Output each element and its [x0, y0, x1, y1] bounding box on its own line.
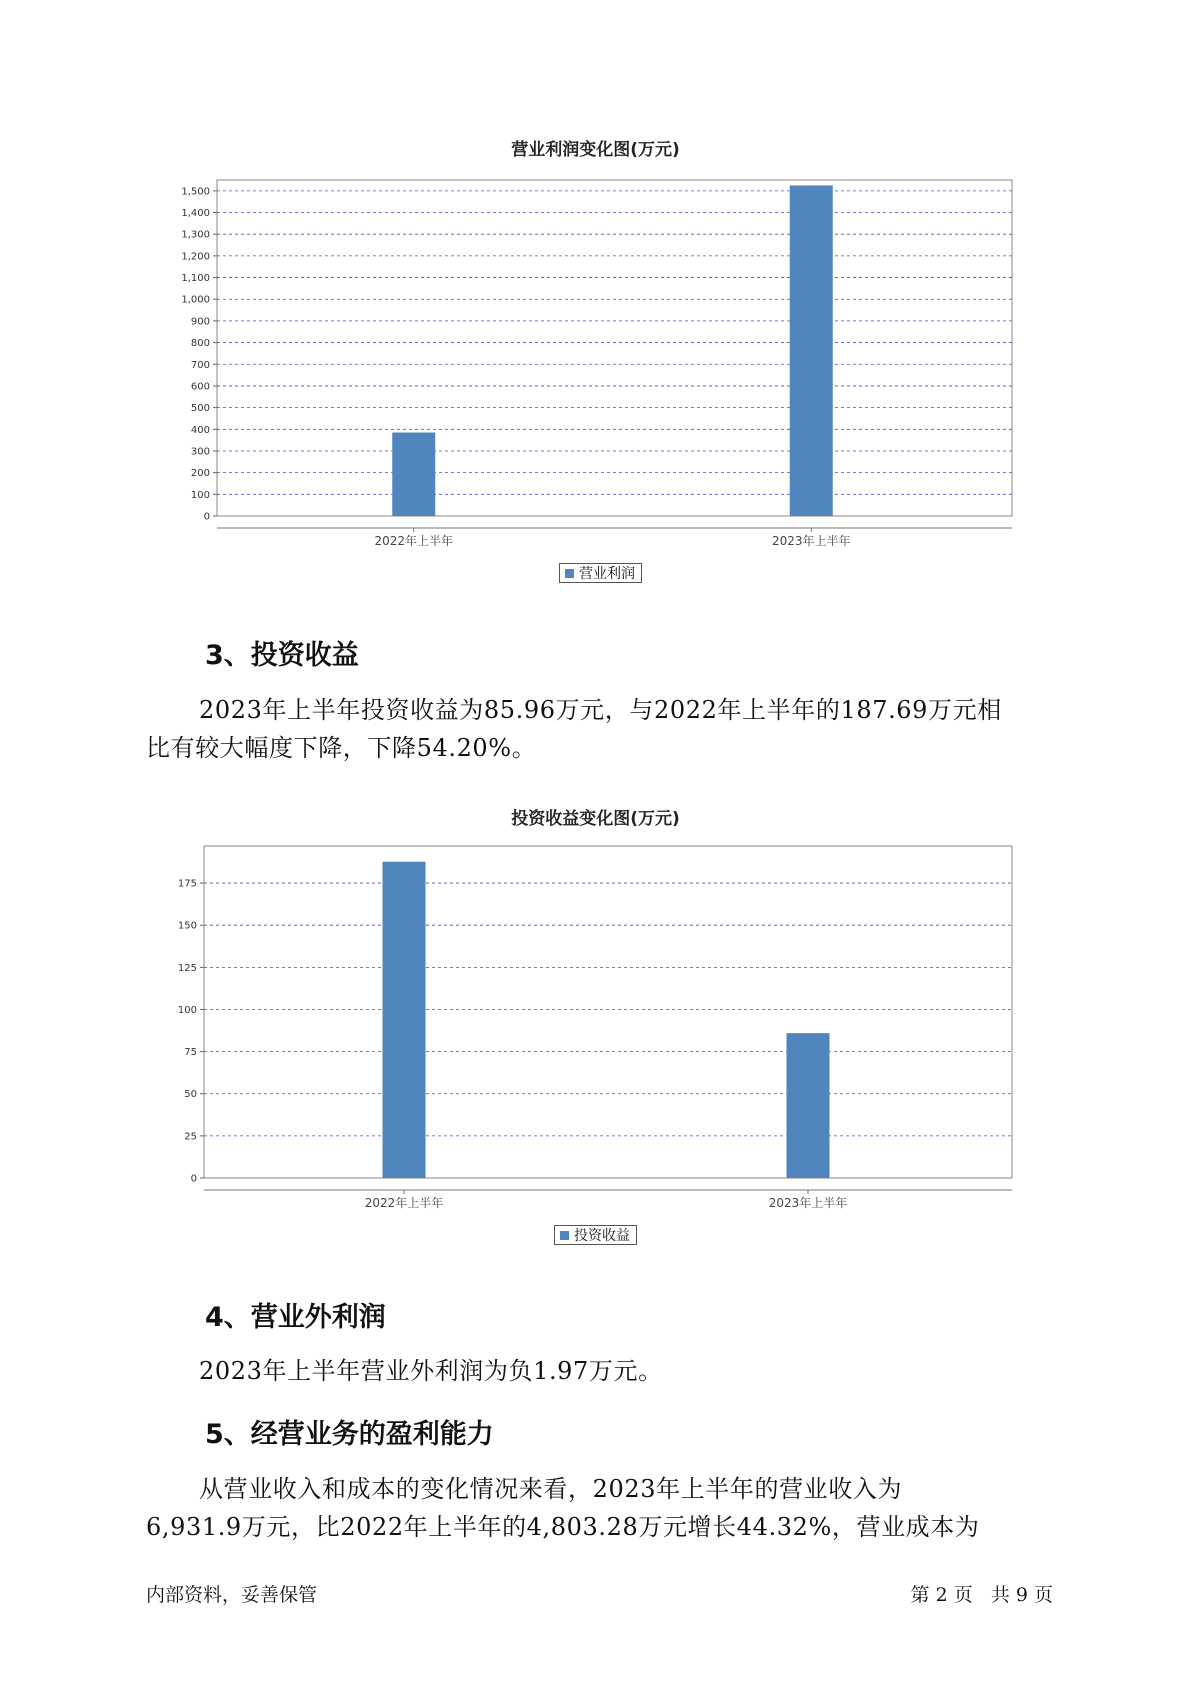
chart1-ytick-label: 1,300 — [181, 229, 210, 241]
legend-swatch-icon — [560, 1231, 569, 1240]
chart1-ytick-label: 100 — [190, 489, 210, 501]
chart1-ytick-label: 500 — [190, 403, 210, 415]
section5-line-1: 从营业收入和成本的变化情况来看，2023年上半年的营业收入为 — [199, 1475, 903, 1503]
chart1-legend-label: 营业利润 — [579, 566, 635, 582]
chart2-plot-frame — [204, 846, 1012, 1178]
section3-line-1: 2023年上半年投资收益为85.96万元，与2022年上半年的187.69万元相 — [199, 696, 1002, 724]
chart1-ytick-label: 1,100 — [181, 273, 210, 285]
chart2-ytick-label: 50 — [184, 1089, 197, 1101]
footer-page-number: 第 2 页 共 9 页 — [910, 1584, 1053, 1606]
chart2-ytick-label: 175 — [177, 878, 197, 890]
chart2-category-label: 2023年上半年 — [768, 1196, 848, 1210]
chart2-legend-label: 投资收益 — [574, 1228, 630, 1244]
chart2-ytick-label: 100 — [177, 1004, 197, 1016]
chart2-ytick-label: 125 — [177, 962, 197, 974]
section4-heading: 4、营业外利润 — [205, 1302, 386, 1333]
section4-line-1: 2023年上半年营业外利润为负1.97万元。 — [199, 1357, 663, 1385]
chart1-title: 营业利润变化图(万元) — [511, 140, 680, 160]
chart2-title: 投资收益变化图(万元) — [511, 809, 680, 829]
chart1-ytick-label: 1,000 — [181, 294, 210, 306]
section5-paragraph — [146, 1470, 1056, 1546]
section5-heading: 5、经营业务的盈利能力 — [205, 1419, 494, 1450]
section4-paragraph — [146, 1352, 1056, 1390]
chart2-legend — [554, 1225, 637, 1245]
footer-confidential: 内部资料，妥善保管 — [146, 1584, 318, 1606]
chart2-ytick-label: 150 — [177, 920, 197, 932]
section3-heading: 3、投资收益 — [205, 640, 359, 671]
chart1-category-label: 2022年上半年 — [374, 534, 454, 548]
chart1-ytick-label: 1,500 — [181, 186, 210, 198]
chart1-ytick-label: 1,200 — [181, 251, 210, 263]
section3-line-2: 比有较大幅度下降，下降54.20%。 — [146, 734, 537, 762]
chart2-category-label: 2022年上半年 — [364, 1196, 444, 1210]
chart1-ytick-label: 400 — [190, 424, 210, 436]
chart1-ytick-label: 800 — [190, 338, 210, 350]
chart1-ytick-label: 900 — [190, 316, 210, 328]
chart1-ytick-label: 200 — [190, 468, 210, 480]
chart1-ytick-label: 300 — [190, 446, 210, 458]
chart1-ytick-label: 1,400 — [181, 208, 210, 220]
chart1-ytick-label: 0 — [203, 511, 210, 523]
chart1-category-label: 2023年上半年 — [771, 534, 851, 548]
section5-line-2: 6,931.9万元，比2022年上半年的4,803.28万元增长44.32%，营业成本为 — [146, 1513, 980, 1541]
chart1-ytick-label: 700 — [190, 359, 210, 371]
chart2-bar — [787, 1033, 830, 1178]
chart2-ytick-label: 25 — [184, 1131, 197, 1143]
chart1-ytick-label: 600 — [190, 381, 210, 393]
chart2-ytick-label: 75 — [184, 1047, 197, 1059]
chart2-bar — [383, 862, 426, 1178]
chart2-ytick-label: 0 — [190, 1173, 197, 1185]
